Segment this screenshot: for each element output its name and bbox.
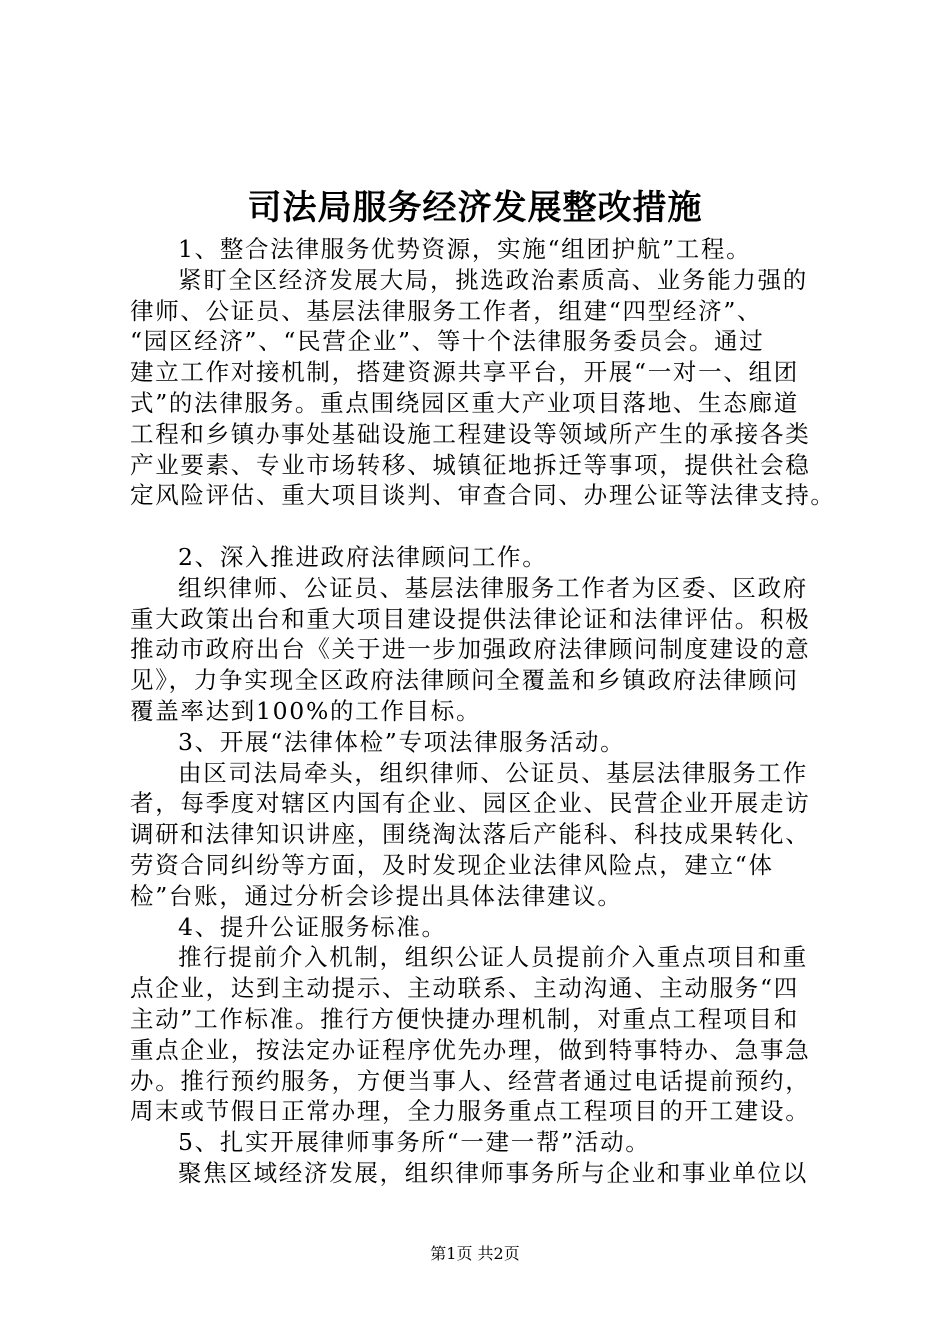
page-title: 司法局服务经济发展整改措施 [247, 188, 703, 228]
text-line: 推动市政府出台《关于进一步加强政府法律顾问制度建设的意 [130, 635, 811, 664]
text-line: 主动”工作标准。推行方便快捷办理机制，对重点工程项目和 [130, 1004, 799, 1033]
text-line: 重点企业，按法定办证程序优先办理，做到特事特办、急事急 [130, 1035, 811, 1064]
text-line: 工程和乡镇办事处基础设施工程建设等领域所产生的承接各类 [130, 419, 811, 448]
paragraph-gap [130, 511, 850, 542]
text-line: 者，每季度对辖区内国有企业、园区企业、民营企业开展走访 [130, 789, 811, 818]
text-line: 调研和法律知识讲座，围绕淘汰落后产能科、科技成果转化、 [130, 820, 811, 849]
text-line: 点企业，达到主动提示、主动联系、主动沟通、主动服务“四 [130, 974, 799, 1003]
text-line: 定风险评估、重大项目谈判、审查合同、办理公证等法律支持。 [130, 481, 836, 510]
text-line: 产业要素、专业市场转移、城镇征地拆迁等事项，提供社会稳 [130, 450, 811, 479]
text-line: 律师、公证员、基层法律服务工作者，组建“四型经济”、 [130, 296, 763, 325]
text-line: 式”的法律服务。重点围绕园区重大产业项目落地、生态廊道 [130, 388, 799, 417]
text-line: 5、扎实开展律师事务所“一建一帮”活动。 [178, 1128, 651, 1157]
text-line: 劳资合同纠纷等方面，及时发现企业法律风险点，建立“体 [130, 850, 774, 879]
text-line: 推行提前介入机制，组织公证人员提前介入重点项目和重 [178, 943, 808, 972]
document-body [130, 234, 850, 1189]
text-line: 覆盖率达到100%的工作目标。 [130, 696, 482, 725]
text-line: 周末或节假日正常办理，全力服务重点工程项目的开工建设。 [130, 1097, 811, 1126]
text-line: 1、整合法律服务优势资源，实施“组团护航”工程。 [178, 235, 752, 263]
text-line: 聚焦区域经济发展，组织律师事务所与企业和事业单位以 [178, 1158, 808, 1187]
text-line: 建立工作对接机制，搭建资源共享平台，开展“一对一、组团 [130, 358, 799, 387]
page-footer: 第1页 共2页 [430, 1244, 520, 1263]
text-line: 2、深入推进政府法律顾问工作。 [178, 542, 548, 571]
text-line: 重大政策出台和重大项目建设提供法律论证和法律评估。积极 [130, 604, 811, 633]
text-line: 紧盯全区经济发展大局，挑选政治素质高、业务能力强的 [178, 265, 808, 294]
text-line: 由区司法局牵头，组织律师、公证员、基层法律服务工作 [178, 758, 808, 787]
text-line: “园区经济”、“民营企业”、等十个法律服务委员会。通过 [130, 327, 765, 356]
text-line: 3、开展“法律体检”专项法律服务活动。 [178, 727, 626, 756]
text-line: 检”台账，通过分析会诊提出具体法律建议。 [130, 881, 623, 910]
text-line: 见》，力争实现全区政府法律顾问全覆盖和乡镇政府法律顾问 [130, 666, 799, 695]
text-line: 4、提升公证服务标准。 [178, 912, 447, 941]
text-line: 办。推行预约服务，方便当事人、经营者通过电话提前预约， [130, 1066, 811, 1095]
text-line: 组织律师、公证员、基层法律服务工作者为区委、区政府 [178, 573, 808, 602]
